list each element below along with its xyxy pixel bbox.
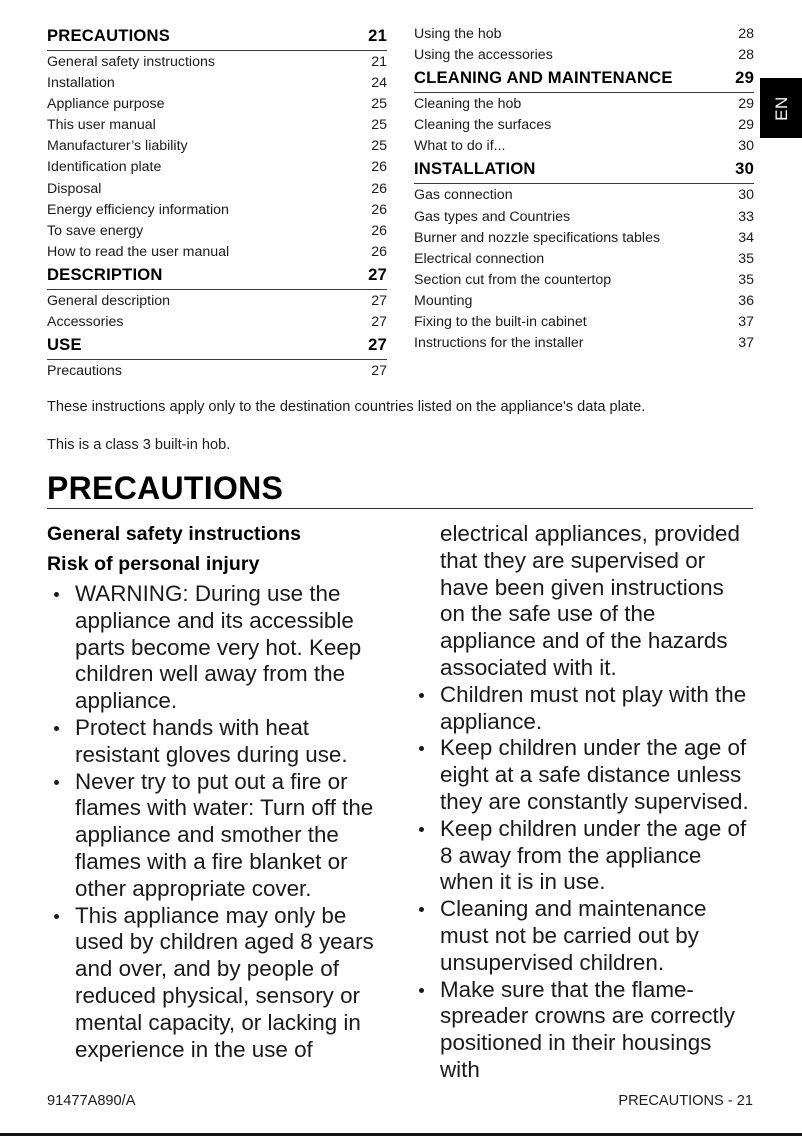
toc-entry-row[interactable] (47, 312, 387, 333)
toc-entry-label: Accessories (47, 314, 124, 331)
toc-entry-page: 28 (738, 47, 754, 64)
toc-entry-row[interactable] (414, 94, 754, 115)
list-item-text: Cleaning and maintenance must not be carried out by unsupervised children. (440, 896, 707, 975)
bullet-dot-icon (419, 746, 424, 751)
language-tab-label: EN (771, 95, 791, 121)
toc-entry-page: 27 (371, 292, 387, 309)
toc-entry-page: 33 (738, 208, 754, 225)
toc-entry-label: Manufacturer’s liability (47, 138, 188, 155)
toc-entry-label: How to read the user manual (47, 243, 230, 260)
intro-paragraph-2: This is a class 3 built-in hob. (47, 437, 231, 453)
toc-entry-label: Cleaning the surfaces (414, 117, 552, 134)
toc-entry-label: Burner and nozzle specifications tables (414, 229, 661, 246)
toc-entry-label: Section cut from the countertop (414, 271, 612, 288)
toc-section-row[interactable] (47, 24, 387, 51)
bullet-dot-icon (54, 780, 59, 785)
bullet-dot-icon (54, 592, 59, 597)
toc-entry-label: General safety instructions (47, 54, 215, 70)
toc-entry-label: Gas types and Countries (414, 208, 571, 225)
toc-entry-row[interactable] (414, 291, 754, 312)
subheading-general-safety-instructions: General safety instructions (47, 523, 302, 545)
toc-entry-row[interactable] (414, 24, 754, 45)
toc-section-row[interactable] (414, 157, 754, 184)
toc-entry-label: What to do if... (414, 138, 506, 155)
page-footer (47, 1092, 753, 1110)
toc-entry-label: Identification plate (47, 159, 162, 176)
footer-document-code: 91477A890/A (47, 1093, 136, 1109)
toc-entry-row[interactable] (414, 270, 754, 291)
toc-entry-row[interactable] (47, 361, 387, 382)
toc-entry-row[interactable] (47, 94, 387, 115)
toc-entry-label: To save energy (47, 222, 144, 239)
list-item (47, 769, 388, 903)
list-item-text: Keep children under the age of eight at a safe distance unless they are constantly supervised. (440, 735, 749, 814)
toc-entry-row[interactable] (414, 333, 754, 354)
list-item-text: Make sure that the flame-spreader crowns are correctly positioned in their housings with (440, 976, 735, 1082)
table-of-contents (47, 24, 753, 382)
list-item-text: Children must not play with the appliance. (440, 681, 747, 734)
list-item (412, 816, 753, 896)
toc-entry-page: 29 (735, 68, 754, 88)
toc-entry-page: 25 (371, 117, 387, 134)
toc-entry-page: 27 (368, 335, 387, 355)
right-bullet-list (412, 682, 753, 1084)
toc-entry-page: 30 (738, 187, 754, 204)
chapter-rule (47, 508, 753, 509)
list-item (412, 735, 753, 815)
list-item (412, 682, 753, 736)
toc-entry-row[interactable] (47, 291, 387, 312)
toc-entry-label: Mounting (414, 292, 473, 309)
toc-entry-page: 27 (371, 314, 387, 331)
list-item (412, 977, 753, 1084)
toc-entry-row[interactable] (47, 242, 387, 263)
toc-entry-page: 26 (371, 180, 387, 197)
toc-entry-page: 34 (738, 229, 754, 246)
intro-paragraph-1: These instructions apply only to the destination countries listed on the appliance's data plate. (47, 399, 646, 415)
toc-entry-row[interactable] (414, 115, 754, 136)
toc-entry-page: 25 (371, 138, 387, 155)
toc-entry-page: 26 (371, 243, 387, 260)
toc-entry-label: Cleaning the hob (414, 96, 522, 113)
toc-entry-page: 27 (368, 264, 387, 284)
toc-entry-page: 25 (371, 96, 387, 113)
continuation-paragraph: electrical appliances, provided that they are supervised or have been given instructions on the safe use of the appliance and of the hazards associated with it. (440, 521, 740, 680)
toc-entry-page: 29 (738, 117, 754, 134)
toc-entry-page: 21 (371, 54, 387, 70)
toc-entry-row[interactable] (47, 52, 387, 73)
toc-section-row[interactable] (414, 66, 754, 93)
toc-entry-label: Gas connection (414, 187, 513, 204)
toc-entry-label: Electrical connection (414, 250, 545, 267)
toc-entry-label: Fixing to the built-in cabinet (414, 314, 587, 331)
toc-entry-page: 30 (735, 159, 754, 179)
toc-entry-row[interactable] (414, 207, 754, 228)
toc-entry-page: 37 (738, 335, 754, 352)
toc-entry-label: Instructions for the installer (414, 335, 584, 352)
toc-entry-label: INSTALLATION (414, 159, 536, 179)
bullet-dot-icon (54, 914, 59, 919)
list-item-text: Never try to put out a fire or flames with water: Turn off the appliance and smother the flames with a fire blanket or other appropriate cover. (75, 768, 374, 901)
bullet-dot-icon (419, 693, 424, 698)
toc-entry-label: DESCRIPTION (47, 264, 163, 284)
toc-entry-label: Appliance purpose (47, 96, 165, 113)
list-item-text: Protect hands with heat resistant gloves during use. (75, 714, 348, 767)
toc-entry-row[interactable] (414, 185, 754, 206)
toc-entry-label: General description (47, 292, 171, 309)
left-bullet-list (47, 581, 388, 1063)
subheading-risk-of-personal-injury: Risk of personal injury (47, 553, 260, 575)
toc-entry-label: Disposal (47, 180, 102, 197)
toc-entry-page: 30 (738, 138, 754, 155)
toc-entry-row[interactable] (47, 179, 387, 200)
chapter-title: PRECAUTIONS (47, 470, 284, 506)
toc-entry-row[interactable] (414, 228, 754, 249)
toc-entry-row[interactable] (47, 221, 387, 242)
toc-entry-page: 29 (738, 96, 754, 113)
toc-entry-row[interactable] (47, 136, 387, 157)
bullet-dot-icon (419, 907, 424, 912)
toc-entry-row[interactable] (414, 136, 754, 157)
toc-entry-label: USE (47, 335, 82, 355)
toc-entry-label: Installation (47, 75, 115, 92)
language-tab-en (760, 78, 802, 138)
bullet-dot-icon (419, 827, 424, 832)
list-item-text: WARNING: During use the appliance and its accessible parts become very hot. Keep children well away from the appliance. (75, 581, 362, 714)
body-left-column (47, 521, 388, 1084)
toc-entry-label: This user manual (47, 117, 156, 134)
toc-section-row[interactable] (47, 333, 387, 360)
toc-entry-row[interactable] (414, 249, 754, 270)
toc-entry-page: 36 (738, 292, 754, 309)
toc-entry-label: Energy efficiency information (47, 201, 229, 218)
toc-entry-row[interactable] (47, 115, 387, 136)
toc-entry-row[interactable] (47, 73, 387, 94)
toc-entry-page: 21 (368, 26, 387, 45)
toc-entry-row[interactable] (47, 200, 387, 221)
toc-entry-page: 26 (371, 159, 387, 176)
bullet-dot-icon (419, 988, 424, 993)
list-item (47, 715, 388, 769)
list-item (47, 581, 388, 715)
chapter-header (47, 470, 753, 509)
toc-entry-label: CLEANING AND MAINTENANCE (414, 68, 673, 88)
list-item-text: Keep children under the age of 8 away from the appliance when it is in use. (440, 815, 747, 895)
bullet-dot-icon (54, 726, 59, 731)
toc-entry-label: Using the hob (414, 26, 502, 42)
list-item-text: This appliance may only be used by children aged 8 years and over, and by people of reduced physical, sensory or mental capacity, or lacking in experience in the use of (75, 902, 374, 1062)
toc-entry-label: Precautions (47, 363, 122, 380)
intro-paragraphs (47, 398, 753, 474)
toc-entry-page: 26 (371, 222, 387, 239)
toc-entry-row[interactable] (47, 157, 387, 178)
list-item (412, 896, 753, 976)
toc-entry-label: PRECAUTIONS (47, 26, 170, 45)
toc-right-column (414, 24, 754, 382)
toc-entry-label: Using the accessories (414, 47, 553, 64)
toc-entry-page: 24 (371, 75, 387, 92)
toc-entry-page: 28 (738, 26, 754, 42)
toc-section-row[interactable] (47, 263, 387, 290)
list-item (47, 903, 388, 1064)
body-columns (47, 521, 753, 1084)
toc-entry-page: 35 (738, 271, 754, 288)
toc-left-column (47, 24, 387, 382)
toc-entry-page: 27 (371, 363, 387, 380)
toc-entry-row[interactable] (414, 45, 754, 66)
footer-page-reference: PRECAUTIONS - 21 (618, 1093, 753, 1109)
toc-entry-row[interactable] (414, 312, 754, 333)
toc-entry-page: 35 (738, 250, 754, 267)
toc-entry-page: 26 (371, 201, 387, 218)
body-right-column (412, 521, 753, 1084)
toc-entry-page: 37 (738, 314, 754, 331)
